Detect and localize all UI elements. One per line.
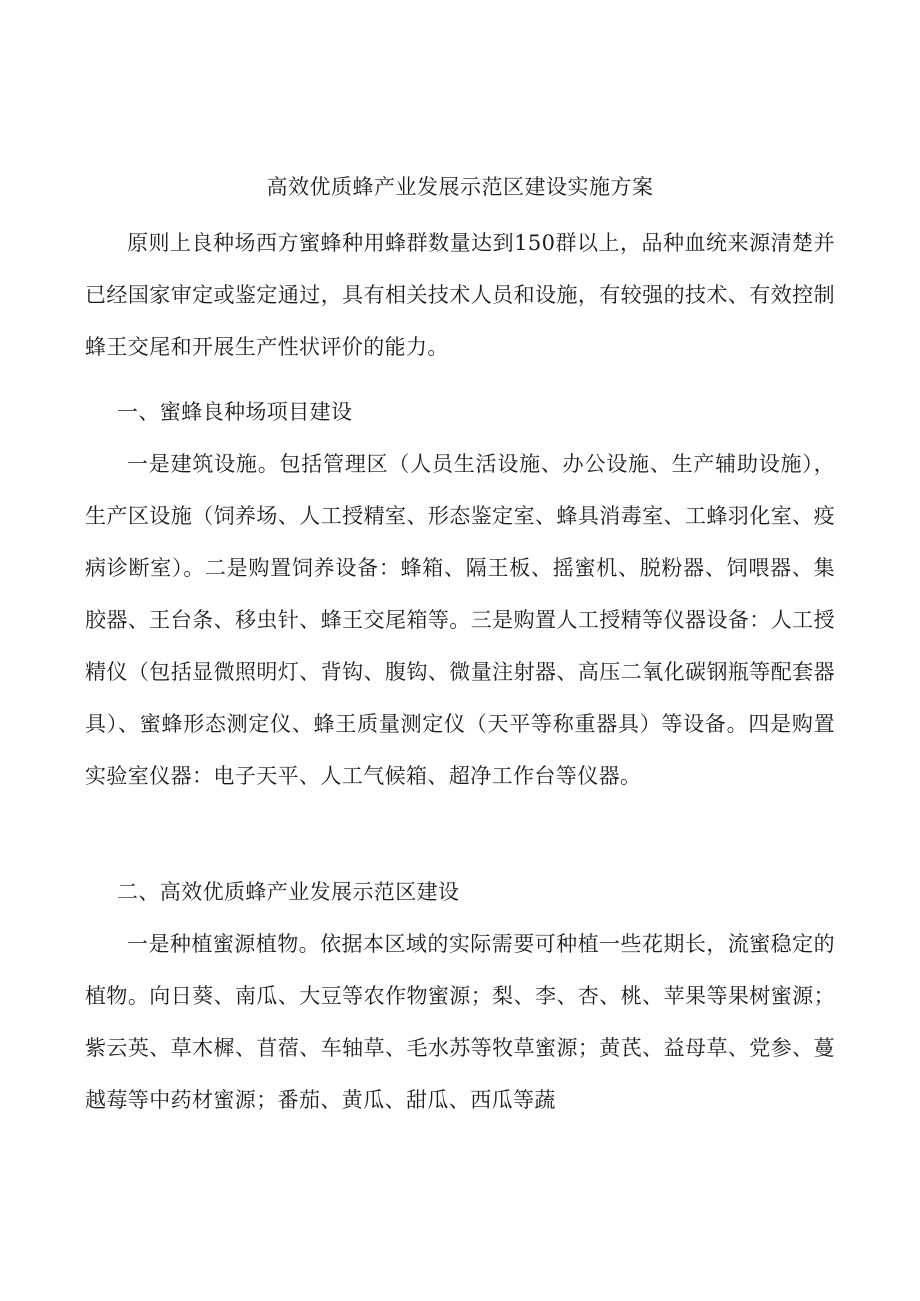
paragraph-breeding-standard: 原则上良种场西方蜜蜂种用蜂群数量达到150群以上，品种血统来源清楚并已经国家审定或鉴定通过，具有相关技术人员和设施，有较强的技术、有效控制蜂王交尾和开展生产性状评价的能力。 <box>85 231 835 359</box>
section-heading-demo-zone: 二、高效优质蜂产业发展示范区建设 <box>117 880 460 904</box>
paragraph-nectar-plants: 一是种植蜜源植物。依据本区域的实际需要可种植一些花期长，流蜜稳定的植物。向日葵、南瓜、大豆等农作物蜜源；梨、李、杏、桃、苹果等果树蜜源；紫云英、草木樨、苜蓿、车轴草、毛水苏等牧草蜜源；黄芪、益母草、党参、蔓越莓等中药材蜜源；番茄、黄瓜、甜瓜、西瓜等蔬 <box>85 932 835 1112</box>
section-heading-breeding-farm: 一、蜜蜂良种场项目建设 <box>117 400 353 424</box>
paragraph-breeding-farm-construction: 一是建筑设施。包括管理区（人员生活设施、办公设施、生产辅助设施），生产区设施（饲养场、人工授精室、形态鉴定室、蜂具消毒室、工蜂羽化室、疫病诊断室）。二是购置饲养设备：蜂箱、隔王板、摇蜜机、脱粉器、饲喂器、集胶器、王台条、移虫针、蜂王交尾箱等。三是购置人工授精等仪器设备：人工授精仪（包括显微照明灯、背钩、腹钩、微量注射器、高压二氧化碳钢瓶等配套器具）、蜜蜂形态测定仪、蜂王质量测定仪（天平等称重器具）等设备。四是购置实验室仪器：电子天平、人工气候箱、超净工作台等仪器。 <box>85 452 835 788</box>
document-title: 高效优质蜂产业发展示范区建设实施方案 <box>266 175 654 199</box>
